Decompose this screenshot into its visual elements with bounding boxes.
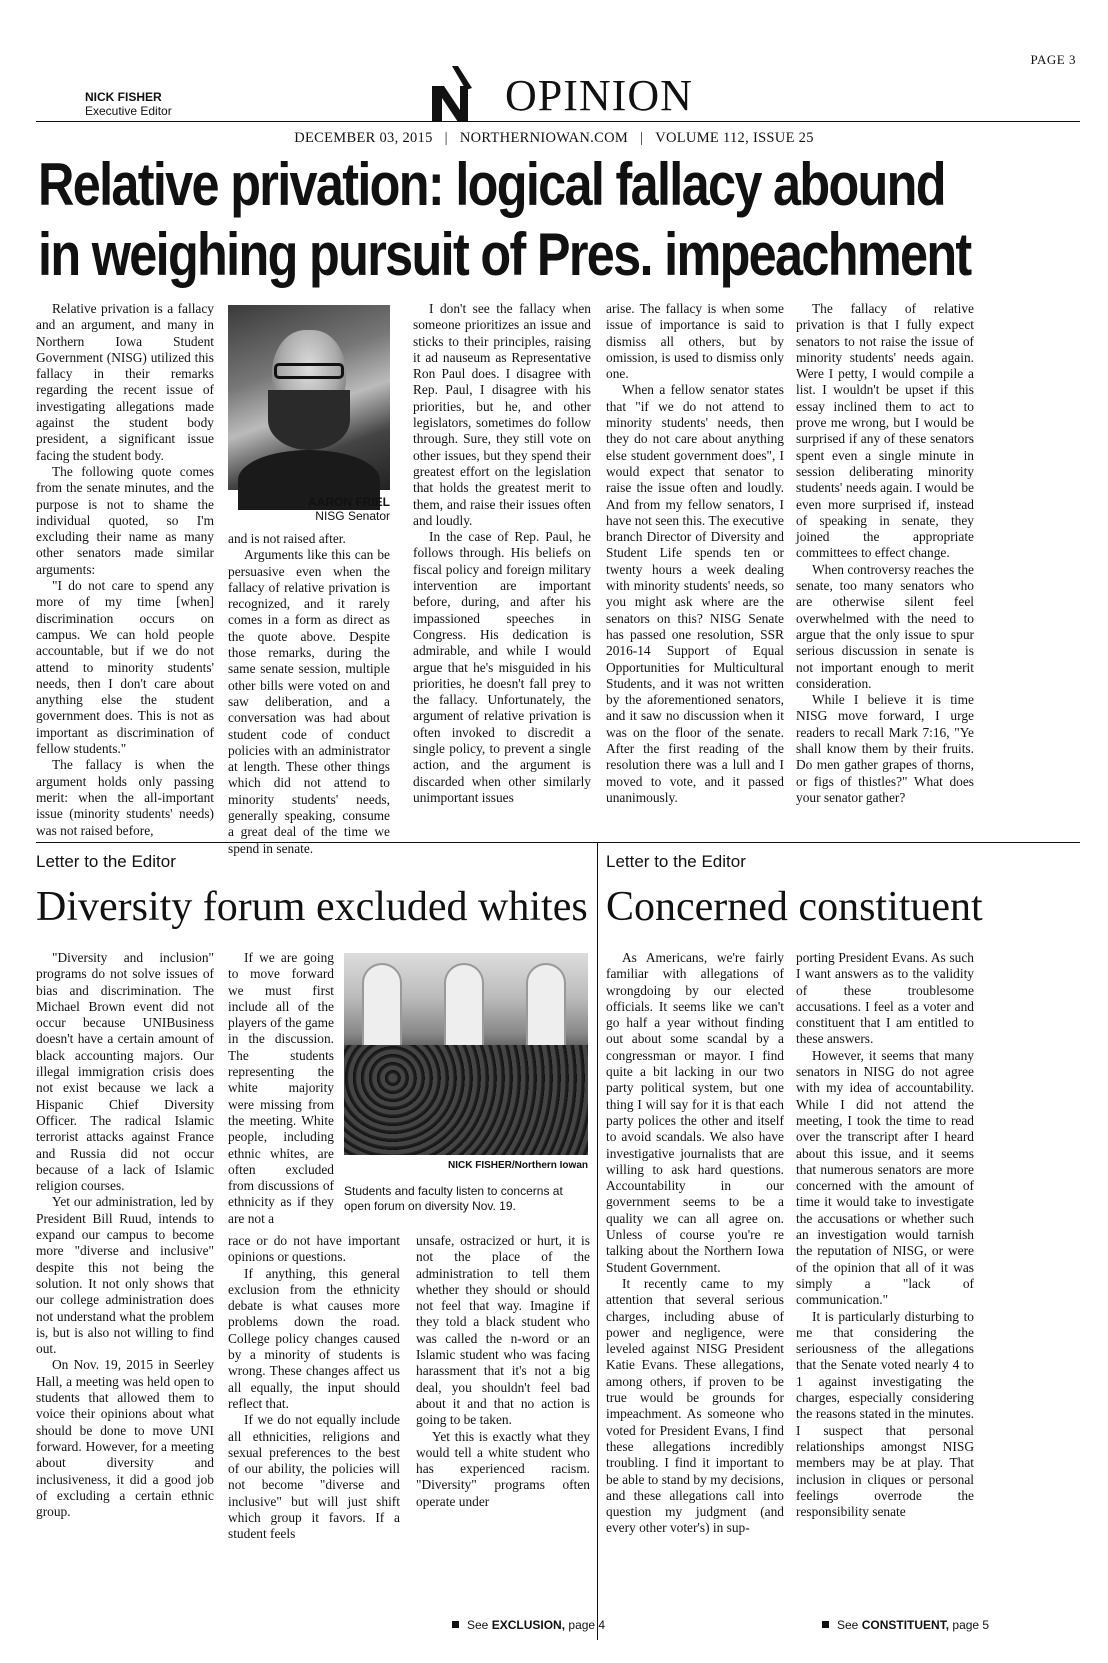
jump-word: EXCLUSION,: [491, 1618, 566, 1632]
northern-iowan-logo-icon: [428, 64, 476, 124]
paragraph: On Nov. 19, 2015 in Seerley Hall, a meeting was held open to students that allowed them to voice their opinions about what should be done to move UNI forward. However, for a meeting about diversity and inclusiveness, it did a good job of excluding a certain ethnic group.: [36, 1357, 214, 1520]
main-article-column-5: [796, 301, 974, 831]
paragraph: If anything, this general exclusion from the ethnicity debate is what causes more problems down the road. College policy changes caused by a minority of students is wrong. These changes affect us all equally, the input should reflect that.: [228, 1265, 400, 1411]
paragraph: unsafe, ostracized or hurt, it is not the place of the administration to tell them whether they should or should not feel that way. Imagine if they told a black student who was called the n-word or an Islamic student who was facing harassment that it's not a big deal, you shouldn't feel bad about it and that no action is going to be taken.: [416, 1233, 590, 1428]
paragraph: It is particularly disturbing to me that considering the seriousness of the allegations that the Senate voted nearly 4 to 1 against investigating the charges, especially considering the reasons stated in the minutes. I suspect that personal relationships amongst NISG members may be at play. That inclusion in cliques or personal feelings overrode the responsibility senate: [796, 1308, 974, 1520]
photo-credit: NICK FISHER/Northern Iowan: [447, 1160, 588, 1171]
headline-line-2: in weighing pursuit of Pres. impeachment: [38, 221, 971, 288]
header-rule: [36, 121, 1080, 122]
author-caption: [228, 495, 390, 523]
photo-arch: [362, 963, 402, 1053]
paragraph: and is not raised after.: [228, 531, 346, 546]
paragraph: When a fellow senator states that "if we do not attend to minority students' needs, then they do not care about anything else student government does", I would expect that senator to raise the issue often and loudly. And from my fellow senators, I have not seen this. The executive branch Director of Diversity and Student Life spends ten or twenty hours a week dealing with minority students' needs, so you might ask where are the senators on this? NISG Senate has passed one resolution, SSR 2016-14 Support of Equal Opportunities for Multicultural Students, and it was not written by the aforementioned senators, and it saw no discussion when it was on the floor of the senate. After the first reading of the resolution there was a lull and I moved to vote, and it passed unanimously.: [606, 382, 784, 805]
square-bullet-icon: [822, 1621, 829, 1628]
jump-word: CONSTITUENT,: [861, 1618, 950, 1632]
paragraph: The following quote comes from the senate minutes, and the purpose is not to shame the individual quoted, so I'm excluding their name as many other senators made similar arguments:: [36, 463, 214, 577]
paragraph: "I do not care to spend any more of my time [when] discrimination occurs on campus. We can hold people accountable, but if we do not attend to minority students' needs, then I don't care about anything else the student government does. This is not as important as discrimination of fellow students.": [36, 578, 214, 757]
section-title: OPINION: [505, 71, 693, 120]
volume-issue: VOLUME 112, ISSUE 25: [655, 130, 814, 146]
paragraph: race or do not have important opinions or questions.: [228, 1233, 400, 1265]
main-headline: [38, 150, 971, 290]
page-number: PAGE 3: [1030, 52, 1076, 67]
main-article-column-1: [36, 301, 214, 838]
section-divider: [36, 842, 1080, 843]
photo-arch: [526, 963, 566, 1053]
paragraph: It recently came to my attention that several serious charges, including abuse of power and negligence, were leveled against NISG President Katie Evans. These allegations, among others, if proven to be true would be grounds for impeachment. As someone who voted for President Evans, I find these allegations incredibly troubling. I find it important to be able to stand by my decisions, and these allegations call into question my judgment (and every other voter's) in sup-: [606, 1275, 784, 1536]
paragraph: Relative privation is a fallacy and an argument, and many in Northern Iowa Student Government (NISG) utilized this fallacy in their remarks regarding the recent issue of investigating allegations made against the student body president, a significant issue facing the student body.: [36, 301, 214, 463]
photo-beard: [268, 390, 350, 450]
paragraph: Arguments like this can be persuasive even when the fallacy of relative privation is recognized, and it rarely comes in a form as direct as the quote above. Despite those remarks, during the same senate session, multiple other bills were voted on and saw deliberation, and a conversation was had about student code of conduct policies with an administrator at length. These other things which did not attend to minority students' needs, generally speaking, consume a great deal of the time we spend in senate.: [228, 547, 390, 856]
jump-to-page-5[interactable]: [822, 1618, 989, 1632]
paragraph: The fallacy of relative privation is that I fully expect senators to not raise the issue of minority students' needs again. Were I petty, I would compile a list. I wouldn't be upset if this essay inclined them to act to prove me wrong, but I would be surprised if any of these senators spent even a single minute in session deliberating minority students' needs again. I would be even more surprised if, instead of speaking in senate, they joined the appropriate committees to effect change.: [796, 301, 974, 561]
website-link[interactable]: NORTHERNIOWAN.COM: [459, 130, 629, 146]
jump-prefix: See: [467, 1618, 489, 1632]
letter1-column-1: [36, 950, 214, 1640]
letter-label: Letter to the Editor: [606, 852, 746, 871]
headline-line-1: Relative privation: logical fallacy abound: [38, 151, 945, 218]
editor-name: NICK FISHER: [85, 90, 162, 104]
jump-prefix: See: [837, 1618, 859, 1632]
letter1-column-2-top: [228, 950, 334, 1232]
paragraph: However, it seems that many senators in NISG do not agree with my idea of accountability. While I did not attend the meeting, I took the time to read over the transcript after I heard about this issue, and it seems that numerous senators are more concerned with the amount of time it would take to investigate the accusations or whether such an investigation would tarnish the reputation of NISG, or were of the opinion that all of it was simply a "lack of communication.": [796, 1047, 974, 1308]
letter1-column-2-bottom: [228, 1233, 400, 1640]
paragraph: Yet our administration, led by President Bill Ruud, intends to expand our campus to become more "diverse and inclusive" despite this not being the solution. It not only shows that our college administration does not understand what the problem is, but is also not willing to find out.: [36, 1194, 214, 1357]
main-article-column-4: [606, 301, 784, 831]
letters-divider: [597, 842, 598, 1640]
forum-photo: [344, 953, 588, 1155]
paragraph: The fallacy is when the argument holds only passing merit: when the all-important issue (minority students' needs) was not raised before,: [36, 757, 214, 838]
issue-date: DECEMBER 03, 2015: [294, 130, 433, 146]
letter2-column-1: [606, 950, 784, 1640]
paragraph: I don't see the fallacy when someone prioritizes an issue and sticks to their principles, raising it ad nauseum as Representative Ron Paul does. I disagree with Rep. Paul, I disagree with his priorities, but he, and other legislators, sometimes do follow through. Sure, they still vote on other issues, but they spend their greatest effort on the legislation that holds the greatest merit to them, and raise their issues often and loudly.: [413, 301, 591, 528]
author-title: NISG Senator: [315, 509, 390, 523]
main-article-column-2: [228, 531, 390, 856]
paragraph: As Americans, we're fairly familiar with allegations of wrongdoing by our elected officials. It seems like we can't go half a year without finding out about some scandal by a congressman or mayor. I find quite a bit lacking in our two party political system, but one thing I will say for it is that each party polices the other and itself to avoid scandals. We also have investigative journalists that are willing to ask hard questions. Accountability in our government seems to be a quality we can all agree on. Unless of course you're re talking about the Northern Iowa Student Government.: [606, 950, 784, 1275]
jump-to-page-4[interactable]: [452, 1618, 605, 1632]
paragraph: If we do not equally include all ethnicities, religions and sexual preferences to the best of our ability, the policies will not become "diverse and inclusive" but will just shift which group it favors. If a student feels: [228, 1412, 400, 1542]
photo-glasses: [274, 363, 344, 379]
letter-headline: Diversity forum excluded whites: [36, 884, 588, 930]
letter-label: Letter to the Editor: [36, 852, 176, 871]
editor-title: Executive Editor: [85, 104, 172, 118]
photo-arch: [444, 963, 484, 1053]
jump-page: page 4: [568, 1618, 606, 1632]
photo-caption: Students and faculty listen to concerns at open forum on diversity Nov. 19.: [344, 1184, 563, 1213]
paragraph: "Diversity and inclusion" programs do not solve issues of bias and discrimination. The Michael Brown event did not occur because UNIBusiness doesn't have a certain amount of black accounting majors. Our illegal immigration crisis does not exist because we lack a Hispanic Chief Diversity Officer. The radical Islamic terrorist attacks against France and Russia did not occur because of a lack of Islamic religion courses.: [36, 950, 214, 1194]
photo-crowd: [344, 1045, 588, 1155]
paragraph: If we are going to move forward we must first include all of the players of the game in the discussion. The students representing the white majority were missing from the meeting. White people, including ethnic whites, are often excluded from discussions of ethnicity as if they are not a: [228, 950, 334, 1226]
paragraph: When controversy reaches the senate, too many senators who are otherwise silent feel overwhelmed with the need to argue that the only issue to spur serious discussion in senate is not important enough to merit consideration.: [796, 561, 974, 691]
paragraph: In the case of Rep. Paul, he follows through. His beliefs on fiscal policy and foreign military intervention are important before, during, and after his impassioned speeches in Congress. His dedication is admirable, and while I would argue that he's misguided in his priorities, he doesn't fall prey to the fallacy. Unfortunately, the argument of relative privation is often invoked to discredit a single policy, to prevent a single action, and the argument is discarded when other similarly unimportant issues: [413, 529, 591, 805]
paragraph: While I believe it is time NISG move forward, I urge readers to recall Mark 7:16, "Ye shall know them by their fruits. Do men gather grapes of thorns, or figs of thistles?" What does your senator gather?: [796, 692, 974, 805]
author-photo: [228, 305, 390, 490]
dateline: DECEMBER 03, 2015 | NORTHERNIOWAN.COM | VOLUME 112, ISSUE 25: [294, 130, 814, 146]
author-name: AARON FRIEL: [308, 495, 390, 509]
letter2-column-2: [796, 950, 974, 1612]
paragraph: arise. The fallacy is when some issue of importance is said to dismiss all others, but by omission, is used to dismiss only one.: [606, 301, 784, 382]
jump-page: page 5: [952, 1618, 990, 1632]
letter1-column-3: [416, 1233, 590, 1613]
main-article-column-3: [413, 301, 591, 831]
paragraph: Yet this is exactly what they would tell a white student who has experienced racism. "Diversity" programs often operate under: [416, 1428, 590, 1509]
paragraph: porting President Evans. As such I want answers as to the validity of these troublesome accusations. I feel as a voter and constituent that I am entitled to these answers.: [796, 950, 974, 1047]
square-bullet-icon: [452, 1621, 459, 1628]
letter-headline: Concerned constituent: [606, 884, 983, 930]
